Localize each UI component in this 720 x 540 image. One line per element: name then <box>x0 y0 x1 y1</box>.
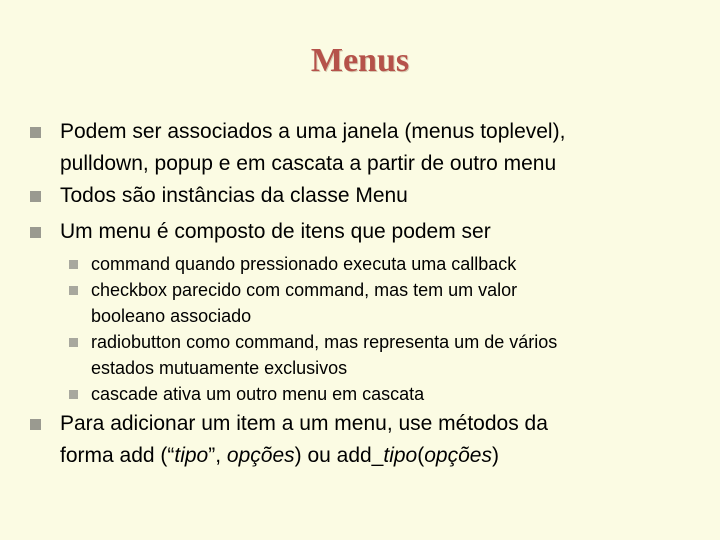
bullet-item <box>60 180 680 212</box>
bullet-item <box>60 408 680 472</box>
sub-bullet-item <box>91 381 691 407</box>
italic-text-run: tipo <box>383 444 418 467</box>
bullet-text-line: Podem ser associados a uma janela (menus toplevel), <box>60 120 566 143</box>
text-run: ”, <box>208 444 227 467</box>
sub-bullet-item <box>91 329 691 381</box>
bullet-text-line: Todos são instâncias da classe Menu <box>60 184 408 207</box>
text-run: ) <box>491 444 499 467</box>
square-bullet-icon <box>69 260 78 269</box>
text-run: forma add (“ <box>60 444 175 467</box>
bullet-text-line: Para adicionar um item a um menu, use métodos da <box>60 412 548 435</box>
italic-text-run: opções <box>226 444 295 467</box>
italic-text-run: opções <box>424 444 492 467</box>
square-bullet-icon <box>30 227 41 238</box>
square-bullet-icon <box>30 191 41 202</box>
sub-bullet-text-line: estados mutuamente exclusivos <box>91 358 348 378</box>
sub-bullet-text-line: cascade ativa um outro menu em cascata <box>91 384 425 404</box>
bullet-text-line: pulldown, popup e em cascata a partir de outro menu <box>60 152 557 175</box>
square-bullet-icon <box>30 419 41 430</box>
square-bullet-icon <box>69 390 78 399</box>
text-run: ( <box>417 444 425 467</box>
sub-bullet-text-line: booleano associado <box>91 306 252 326</box>
square-bullet-icon <box>30 127 41 138</box>
bullet-item <box>60 116 680 180</box>
sub-bullet-text-line: command quando pressionado executa uma callback <box>91 254 517 274</box>
square-bullet-icon <box>69 286 78 295</box>
sub-bullet-text-line: radiobutton como command, mas representa um de vários <box>91 332 558 352</box>
sub-bullet-text-line: checkbox parecido com command, mas tem um valor <box>91 280 518 300</box>
square-bullet-icon <box>69 338 78 347</box>
sub-bullet-item <box>91 277 691 329</box>
bullet-item <box>60 216 680 248</box>
text-run: ) ou add_ <box>294 444 384 467</box>
slide-title: Menus <box>310 42 410 79</box>
bullet-text-line: Um menu é composto de itens que podem ser <box>60 220 491 243</box>
italic-text-run: tipo <box>174 444 209 467</box>
sub-bullet-item <box>91 251 691 277</box>
bullet-text-line-mixed <box>60 440 680 472</box>
